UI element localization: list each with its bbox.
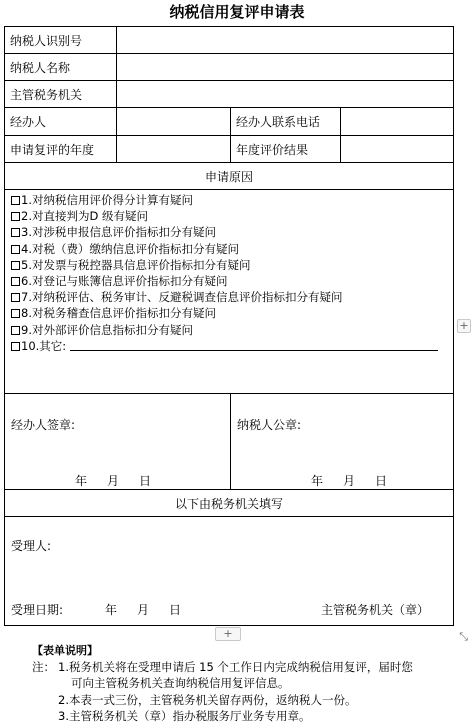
checkbox-icon[interactable] bbox=[11, 245, 20, 254]
reason-item[interactable]: 8.对税务稽查信息评价指标扣分有疑问 bbox=[11, 305, 453, 321]
row-handler bbox=[5, 108, 453, 136]
tax-section-header: 以下由税务机关填写 bbox=[174, 496, 283, 511]
input-tax-authority[interactable] bbox=[117, 81, 453, 107]
taxpayer-seal-label: 纳税人公章: bbox=[237, 418, 302, 432]
label-handler-phone: 经办人联系电话 bbox=[231, 108, 341, 135]
label-taxpayer-name: 纳税人名称 bbox=[5, 54, 117, 80]
checkbox-icon[interactable] bbox=[11, 326, 20, 335]
checkbox-icon[interactable] bbox=[11, 196, 20, 205]
label-handler: 经办人 bbox=[5, 108, 117, 135]
reason-item-other[interactable]: 10.其它: bbox=[11, 338, 453, 354]
accept-date-value: 年 月 日 bbox=[105, 603, 182, 617]
note-line-2: 2.本表一式三份，主管税务机关留存两份，返纳税人一份。 bbox=[58, 693, 357, 707]
tax-section-header-row bbox=[5, 490, 453, 517]
receiver-label: 受理人: bbox=[11, 539, 52, 553]
taxpayer-seal-date: 年 月 日 bbox=[311, 474, 388, 488]
tax-authority-section[interactable] bbox=[5, 517, 453, 627]
handler-signature-cell[interactable] bbox=[5, 394, 231, 490]
note-line-1: 1.税务机关将在受理申请后 15 个工作日内完成纳税信用复评，届时您 bbox=[58, 660, 413, 674]
label-tax-authority: 主管税务机关 bbox=[5, 81, 117, 107]
taxpayer-seal-cell[interactable] bbox=[231, 394, 453, 490]
form-notes bbox=[32, 643, 462, 723]
resize-handle-icon[interactable]: ⤡ bbox=[459, 630, 468, 643]
row-taxpayer-id bbox=[5, 27, 453, 54]
reason-item[interactable]: 7.对纳税评估、税务审计、反避税调查信息评价指标扣分有疑问 bbox=[11, 289, 453, 305]
handler-sign-date: 年 月 日 bbox=[75, 474, 152, 488]
reason-item[interactable]: 9.对外部评价信息指标扣分有疑问 bbox=[11, 322, 453, 338]
reasons-header: 申请原因 bbox=[204, 169, 253, 184]
label-annual-result: 年度评价结果 bbox=[231, 136, 341, 162]
add-row-button[interactable]: + bbox=[215, 627, 241, 641]
notes-heading: 【表单说明】 bbox=[32, 644, 98, 657]
accept-date-label: 受理日期: bbox=[11, 603, 64, 617]
checkbox-icon[interactable] bbox=[11, 309, 20, 318]
reasons-list bbox=[5, 190, 453, 394]
reason-item[interactable]: 2.对直接判为D 级有疑问 bbox=[11, 208, 453, 224]
input-annual-result[interactable] bbox=[341, 136, 453, 162]
input-handler-phone[interactable] bbox=[341, 108, 453, 135]
input-handler[interactable] bbox=[117, 108, 231, 135]
reason-item[interactable]: 5.对发票与税控器具信息评价指标扣分有疑问 bbox=[11, 257, 453, 273]
checkbox-icon[interactable] bbox=[11, 212, 20, 221]
row-tax-authority bbox=[5, 81, 453, 108]
note-line-3: 3.主管税务机关（章）指办税服务厅业务专用章。 bbox=[58, 709, 311, 723]
row-taxpayer-name bbox=[5, 54, 453, 81]
review-application-form bbox=[4, 26, 454, 626]
note-line-1-cont: 可向主管税务机关查询纳税信用复评信息。 bbox=[71, 676, 290, 690]
input-review-year[interactable] bbox=[117, 136, 231, 162]
checkbox-icon[interactable] bbox=[11, 228, 20, 237]
checkbox-icon[interactable] bbox=[11, 261, 20, 270]
authority-seal-label: 主管税务机关（章） bbox=[321, 603, 430, 617]
checkbox-icon[interactable] bbox=[11, 293, 20, 302]
label-review-year: 申请复评的年度 bbox=[5, 136, 117, 162]
label-taxpayer-id: 纳税人识别号 bbox=[5, 27, 117, 53]
checkbox-icon[interactable] bbox=[11, 342, 20, 351]
reason-item[interactable]: 4.对税（费）缴纳信息评价指标扣分有疑问 bbox=[11, 241, 453, 257]
reason-item[interactable]: 3.对涉税申报信息评价指标扣分有疑问 bbox=[11, 224, 453, 240]
other-reason-input[interactable] bbox=[70, 339, 438, 351]
form-title: 纳税信用复评申请表 bbox=[169, 3, 305, 21]
reason-item[interactable]: 1.对纳税信用评价得分计算有疑问 bbox=[11, 192, 453, 208]
add-column-button[interactable]: + bbox=[457, 319, 471, 333]
row-review-year bbox=[5, 136, 453, 163]
reasons-header-row bbox=[5, 163, 453, 190]
notes-prefix: 注： bbox=[32, 660, 55, 674]
checkbox-icon[interactable] bbox=[11, 277, 20, 286]
input-taxpayer-name[interactable] bbox=[117, 54, 453, 80]
reason-item[interactable]: 6.对登记与账簿信息评价指标扣分有疑问 bbox=[11, 273, 453, 289]
input-taxpayer-id[interactable] bbox=[117, 27, 453, 53]
handler-sign-label: 经办人签章: bbox=[11, 418, 76, 432]
